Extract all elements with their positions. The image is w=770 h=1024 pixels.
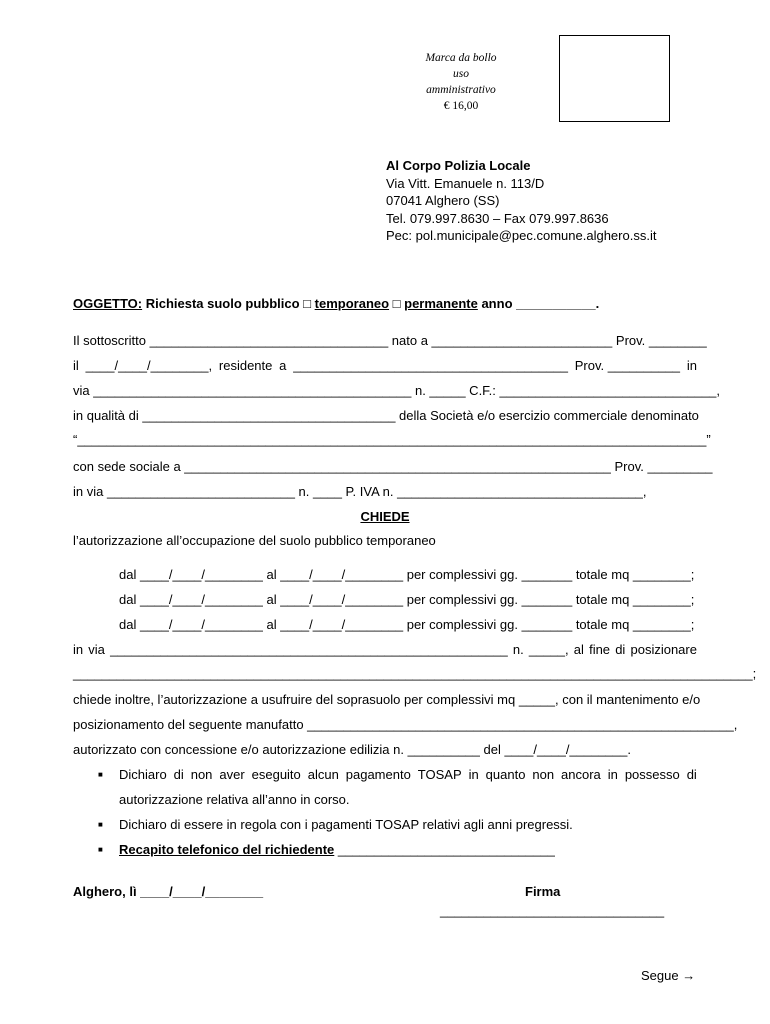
place-date: Alghero, lì ____/____/________	[73, 884, 264, 899]
word: eseguito	[251, 767, 301, 782]
extra-request-line-3: autorizzato con concessione e/o autorizzazione edilizia n. __________ del ____/____/________.	[73, 742, 631, 757]
company-address-line	[73, 484, 697, 499]
company-name-blank: “_______________________________________________________________________________________”	[73, 432, 711, 447]
word: possesso	[624, 767, 680, 782]
extra-request-line-2: posizionamento del seguente manufatto ___________________________________________________________,	[73, 717, 738, 732]
word: di	[173, 767, 184, 782]
word: in	[468, 767, 479, 782]
option-temporaneo: temporaneo	[314, 296, 390, 311]
subject-line	[73, 296, 599, 311]
extra-request-line-1: chiede inoltre, l’autorizzazione a usufruire del soprasuolo per complessivi mq _____, con il mantenimento e/o	[73, 692, 701, 707]
word: di	[615, 642, 626, 657]
subject-checkbox: □	[389, 296, 405, 311]
declaration-1-line-1	[119, 767, 697, 782]
location-line	[73, 642, 697, 657]
word: al	[573, 642, 584, 657]
declaration-2: Dichiaro di essere in regola con i pagamenti TOSAP relativi agli anni pregressi.	[119, 817, 573, 832]
address-line	[73, 383, 721, 398]
word: non	[190, 767, 213, 782]
phone-contact-line	[119, 842, 555, 857]
word: in	[607, 767, 618, 782]
period-line-3: dal ____/____/________ al ____/____/________ per complessivi gg. _______ totale mq ________;	[119, 617, 695, 632]
role-line	[73, 408, 697, 423]
word: in	[73, 642, 84, 657]
stamp-line-2: uso	[453, 68, 469, 80]
street-blank: _______________________________________________________	[110, 642, 508, 657]
residence-blank: ______________________________________	[293, 358, 568, 373]
recipient-pec: Pec: pol.municipale@pec.comune.alghero.ss.it	[386, 228, 657, 243]
word: in	[686, 358, 697, 373]
word: posizionare	[630, 642, 697, 657]
word: ancora	[561, 767, 601, 782]
declaration-1-line-2: autorizzazione relativa all’anno in corso.	[119, 792, 350, 807]
bullet-square-icon: ■	[98, 770, 103, 779]
applicant-name-text: Il sottoscritto _________________________________ nato a _________________________ Prov. ________	[73, 333, 707, 348]
revenue-stamp-label	[400, 50, 522, 114]
company-seat-line	[73, 459, 713, 474]
phone-contact-blank: ______________________________	[334, 842, 555, 857]
stamp-line-1: Marca da bollo	[425, 52, 497, 64]
period-line-2: dal ____/____/________ al ____/____/________ per complessivi gg. _______ totale mq ________;	[119, 592, 695, 607]
word: a	[279, 358, 287, 373]
stamp-line-3: amministrativo	[426, 84, 496, 96]
applicant-name-line	[73, 333, 707, 348]
bullet-square-icon: ■	[98, 820, 103, 829]
placement-blank-line	[73, 666, 757, 681]
company-seat-text: con sede sociale a ___________________________________________________________ Prov. _________	[73, 459, 713, 474]
birth-residence-line	[73, 358, 697, 373]
placement-blank: ______________________________________________________________________________________________;	[73, 666, 757, 681]
recipient-street: Via Vitt. Emanuele n. 113/D	[386, 175, 545, 191]
period-line-1: dal ____/____/________ al ____/____/________ per complessivi gg. _______ totale mq ________;	[119, 567, 695, 582]
word: via	[88, 642, 105, 657]
word: quanto	[485, 767, 526, 782]
stamp-price: € 16,00	[443, 100, 479, 112]
word: aver	[219, 767, 245, 782]
option-permanente: permanente	[404, 296, 478, 311]
number-blank: _____,	[528, 642, 569, 657]
word: pagamento	[345, 767, 411, 782]
company-address-text: in via __________________________ n. ____ P. IVA n. __________________________________,	[73, 484, 647, 499]
word: di	[686, 767, 697, 782]
recipient-address	[386, 157, 656, 245]
chiede-heading: CHIEDE	[360, 509, 410, 524]
word: il	[73, 358, 79, 373]
phone-contact-label: Recapito telefonico del richiedente	[119, 842, 335, 857]
recipient-city: 07041 Alghero (SS)	[386, 193, 500, 208]
role-text: in qualità di ___________________________________ della Società e/o esercizio commerciale denominato	[73, 408, 699, 423]
word: residente	[218, 358, 273, 373]
recipient-phone: Tel. 079.997.8630 – Fax 079.997.8636	[386, 210, 609, 226]
address-text: via ____________________________________________ n. _____ C.F.: ______________________________,	[73, 383, 721, 398]
subject-label: OGGETTO:	[73, 296, 143, 311]
word: alcun	[307, 767, 339, 782]
word: n.	[512, 642, 524, 657]
signature-line: _______________________________	[440, 903, 665, 918]
subject-year: anno ___________.	[477, 296, 600, 311]
word: fine	[589, 642, 611, 657]
company-name-line	[73, 432, 711, 447]
continue-label: Segue →	[641, 968, 696, 983]
word: non	[532, 767, 555, 782]
word: Dichiaro	[119, 767, 167, 782]
subject-text: Richiesta suolo pubblico □	[142, 296, 315, 311]
stamp-box	[559, 35, 670, 122]
signature-label: Firma	[525, 884, 561, 899]
province-blank: Prov. __________	[574, 358, 681, 373]
request-text: l’autorizzazione all’occupazione del suolo pubblico temporaneo	[73, 533, 436, 548]
word: TOSAP	[417, 767, 462, 782]
birth-date-blank: ____/____/________,	[85, 358, 213, 373]
bullet-square-icon: ■	[98, 845, 103, 854]
recipient-title: Al Corpo Polizia Locale	[386, 158, 531, 173]
